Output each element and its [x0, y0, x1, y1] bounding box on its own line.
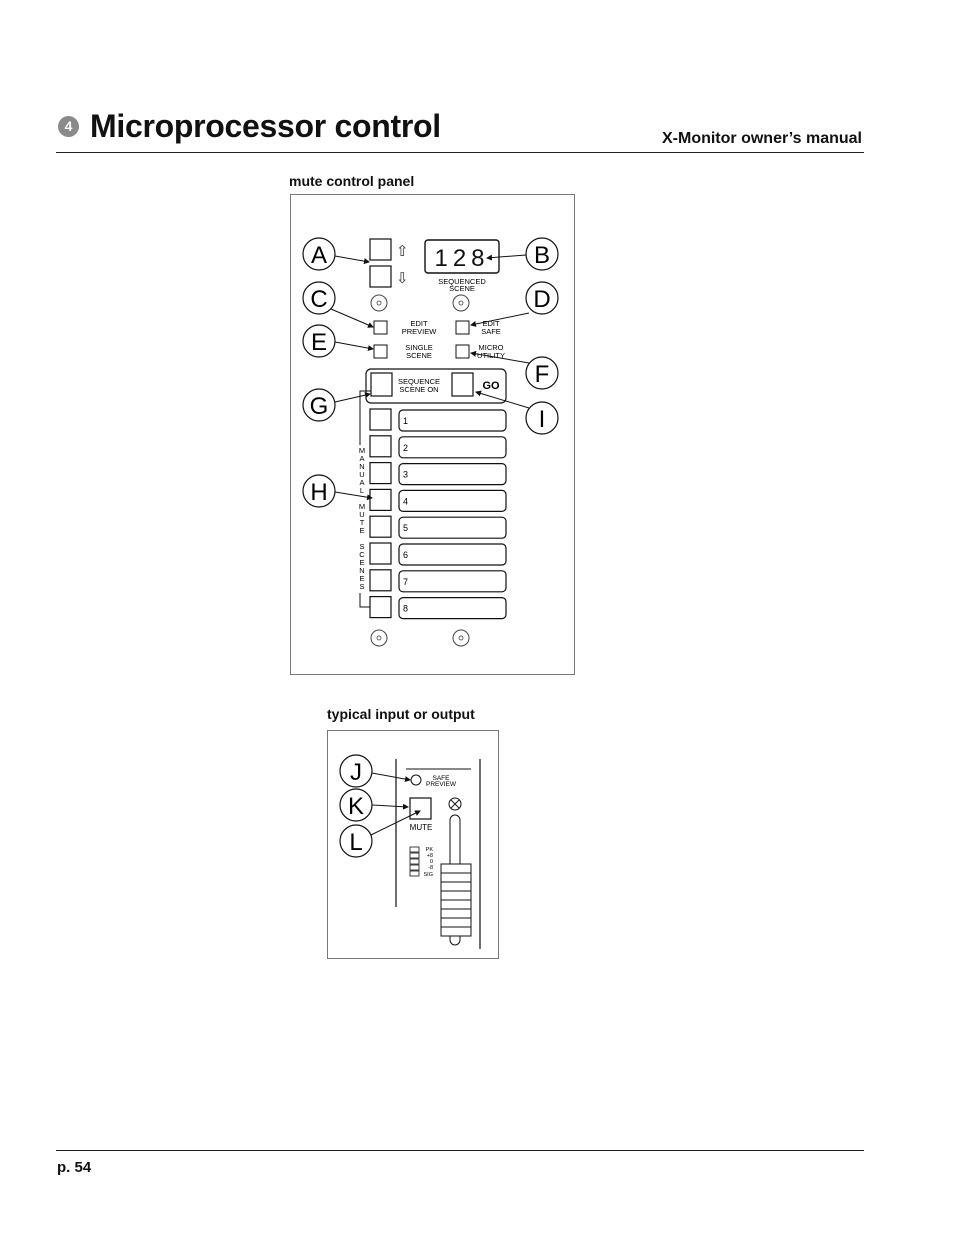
- channel-strip-diagram: [328, 731, 498, 958]
- callout-letter: A: [310, 242, 328, 269]
- side-label-char: L: [359, 486, 365, 495]
- side-label-char: S: [359, 582, 365, 591]
- scene-number: 3: [403, 469, 409, 480]
- footer-rule: [56, 1150, 864, 1151]
- callout-letter: D: [533, 286, 551, 313]
- single-scene-button[interactable]: [374, 345, 387, 358]
- scene-number: 4: [403, 496, 409, 507]
- callout-letter: I: [538, 406, 546, 433]
- scene-label-strip: [399, 437, 506, 458]
- scene-label-strip: [399, 544, 506, 565]
- scene-button[interactable]: [370, 570, 391, 591]
- figure-caption-input-output: typical input or output: [327, 706, 475, 722]
- input-output-figure: [327, 730, 499, 959]
- side-label-char: E: [359, 558, 365, 567]
- sequence-on-label-2: SCENE ON: [399, 385, 439, 394]
- scene-label-strip: [399, 571, 506, 592]
- scene-label-strip: [399, 464, 506, 485]
- meter-label: -8: [428, 865, 433, 871]
- scene-label-strip: [399, 517, 506, 538]
- scene-button[interactable]: [370, 409, 391, 430]
- safe-preview-label-1: SAFE: [432, 775, 450, 782]
- edit-preview-label-2: PREVIEW: [401, 327, 437, 336]
- screw-icon: [371, 630, 387, 646]
- single-scene-label-2: SCENE: [406, 351, 432, 360]
- callout-letter: B: [533, 242, 551, 269]
- sequence-on-label-1: SEQUENCE: [397, 377, 441, 386]
- meter-label: 0: [429, 859, 433, 865]
- scene-button[interactable]: [370, 436, 391, 457]
- meter-label: PK: [425, 847, 433, 853]
- side-label-char: A: [359, 454, 365, 463]
- callout-letter: G: [309, 393, 329, 420]
- bracket-line: [360, 593, 370, 607]
- micro-utility-label-1: MICRO: [478, 343, 504, 352]
- scene-number: 5: [403, 523, 409, 534]
- scene-number: 8: [403, 603, 409, 614]
- up-key[interactable]: [370, 239, 391, 260]
- mute-button[interactable]: [410, 798, 431, 819]
- callout-letter: J: [350, 759, 362, 786]
- scene-number: 1: [403, 416, 409, 426]
- scene-button[interactable]: [370, 516, 391, 537]
- fader-cap[interactable]: [441, 864, 471, 936]
- callout-letter: F: [534, 361, 550, 388]
- go-button[interactable]: [452, 373, 473, 396]
- side-label-char: N: [359, 462, 365, 471]
- side-label-char: E: [359, 526, 365, 535]
- display-label-line1: SEQUENCED: [438, 277, 486, 286]
- side-label-char: E: [359, 574, 365, 583]
- scene-button[interactable]: [370, 597, 391, 618]
- meter-label: SIG: [423, 872, 433, 878]
- scene-number: 2: [403, 442, 409, 453]
- callout-letter: L: [349, 829, 363, 856]
- callout-letter: C: [310, 286, 328, 313]
- callout-letter: E: [310, 329, 328, 356]
- side-label-char: C: [359, 550, 365, 559]
- side-label-char: U: [359, 510, 365, 519]
- figure-caption-mute-panel: mute control panel: [289, 173, 415, 189]
- single-scene-label-1: SINGLE: [405, 343, 433, 352]
- edit-safe-label-2: SAFE: [481, 327, 501, 336]
- down-key[interactable]: [370, 266, 391, 287]
- scene-button[interactable]: [370, 463, 391, 484]
- screw-icon: [453, 295, 469, 311]
- micro-utility-label-2: UTILITY: [477, 351, 505, 360]
- side-label-char: M: [358, 446, 366, 455]
- side-label-char: U: [359, 470, 365, 479]
- side-label-char: A: [359, 478, 365, 487]
- sequence-scene-on-button[interactable]: [371, 373, 392, 396]
- page-number: p. 54: [57, 1159, 92, 1176]
- edit-safe-button[interactable]: [456, 321, 469, 334]
- callout-letter: H: [310, 479, 328, 506]
- safe-preview-label-2: PREVIEW: [426, 781, 456, 788]
- mute-control-panel-figure: [290, 194, 575, 675]
- side-label-char: S: [359, 542, 365, 551]
- callout-letter: K: [347, 793, 365, 820]
- scene-label-strip: [399, 598, 506, 619]
- scene-label-strip: [399, 490, 506, 511]
- edit-preview-button[interactable]: [374, 321, 387, 334]
- up-arrow-icon: ⇧: [396, 243, 409, 260]
- side-label-char: M: [358, 502, 366, 511]
- side-label-char: N: [359, 566, 365, 575]
- mute-label: MUTE: [409, 823, 433, 832]
- chapter-number-badge: 4: [58, 116, 79, 137]
- micro-utility-button[interactable]: [456, 345, 469, 358]
- screw-icon: [371, 295, 387, 311]
- safe-preview-led: [411, 775, 421, 785]
- display-value: 128: [434, 245, 490, 272]
- mute-panel-diagram: [291, 195, 574, 674]
- go-label: GO: [482, 380, 500, 392]
- meter-label: +8: [426, 853, 433, 859]
- display-label-line2: SCENE: [449, 284, 475, 293]
- scene-button[interactable]: [370, 543, 391, 564]
- edit-safe-label-1: EDIT: [482, 319, 500, 328]
- down-arrow-icon: ⇩: [396, 270, 409, 287]
- scene-number: 7: [403, 576, 409, 587]
- side-label-char: T: [359, 518, 365, 527]
- scene-label-strip: [399, 410, 506, 431]
- edit-preview-label-1: EDIT: [410, 319, 428, 328]
- level-meter: [410, 847, 419, 876]
- scene-button[interactable]: [370, 489, 391, 510]
- page-title: Microprocessor control: [90, 108, 441, 144]
- header-rule: [56, 152, 864, 153]
- screw-icon: [453, 630, 469, 646]
- scene-number: 6: [403, 550, 409, 560]
- manual-title: X-Monitor owner’s manual: [661, 130, 862, 147]
